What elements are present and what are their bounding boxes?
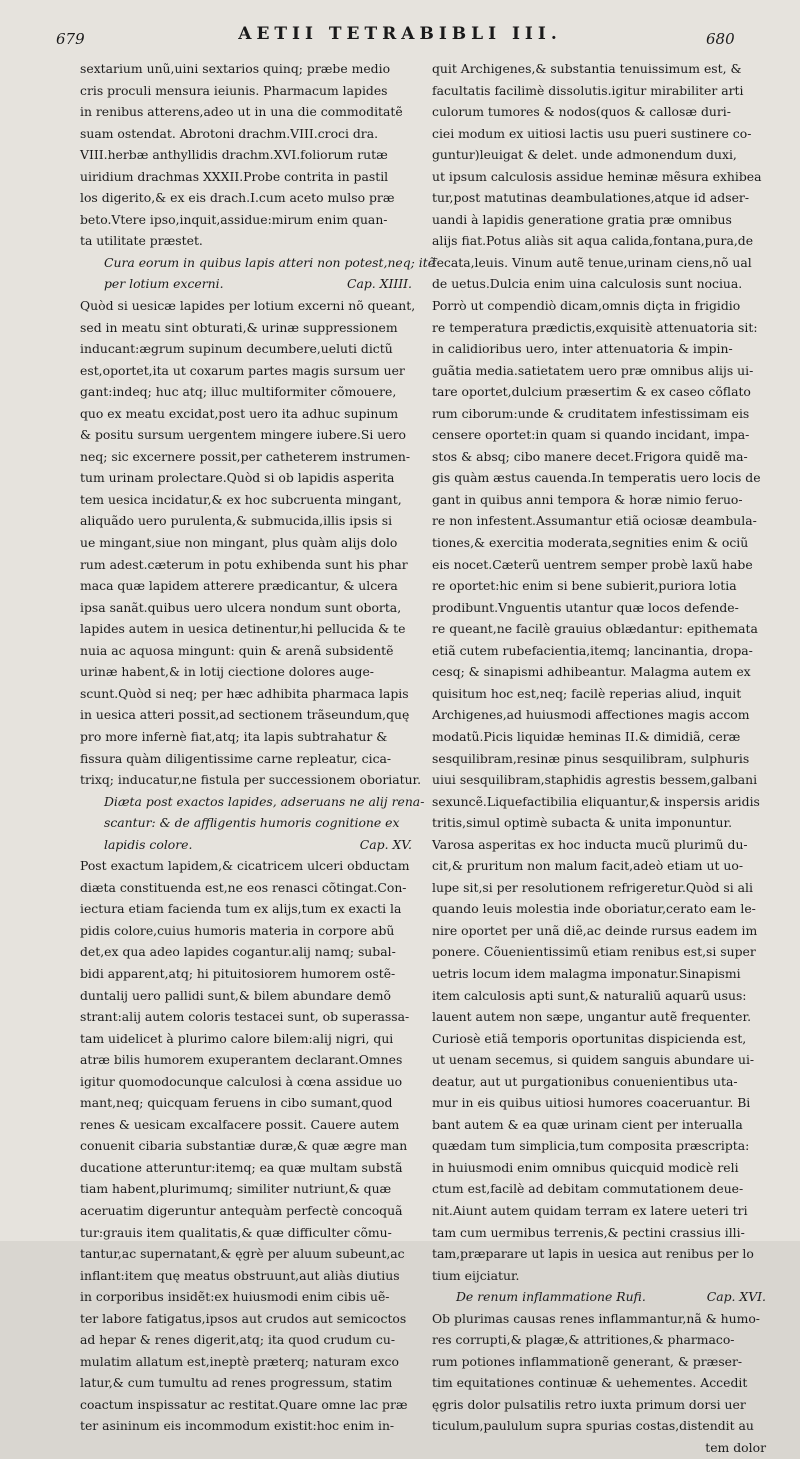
line-text: rum potiones inflammationẽ generant, & præser- [432, 1353, 743, 1369]
line-text: igitur quomodocunque calculosi à cœna assidue uo [80, 1073, 403, 1089]
text-line [80, 1006, 412, 1028]
line-text: & positu sursum uergentem mingere iubere.Si uero [80, 427, 406, 443]
line-text: mant,neq; quicquam feruens in cibo sumant,quod [80, 1095, 393, 1111]
line-text: gis quàm æstus cauenda.In temperatis uero locis de [432, 470, 761, 486]
page-number-right: 680 [706, 30, 735, 48]
text-line [432, 1178, 766, 1200]
line-text: tiones,& exercitia moderata,segnities enim & ociũ [432, 535, 749, 551]
text-line [80, 1286, 412, 1308]
text-line [80, 1372, 412, 1394]
line-text: in corporibus insidẽt:ex huiusmodi enim cibis uẽ- [80, 1289, 390, 1305]
text-line [80, 467, 412, 489]
text-line [80, 80, 412, 102]
line-text: in uesica atteri possit,ad sectionem trãseundum,quę [80, 707, 410, 723]
line-text: culorum tumores & nodos(quos & callosæ duri- [432, 104, 731, 120]
text-line [432, 1372, 766, 1394]
line-text: tam uidelicet à plurimo calore bilem:alij nigri, qui [80, 1030, 394, 1046]
text-line [80, 295, 416, 317]
line-text: censere oportet:in quam si quando incidant, impa- [432, 427, 750, 443]
line-text: nuia ac aquosa mingunt: quin & arenã subsidentẽ [80, 642, 394, 658]
line-text: guntur)leuigat & delet. unde admonendum duxi, [432, 147, 737, 163]
text-line [432, 963, 766, 985]
line-text: lupe sit,si per resolutionem refrigeretur.Quòd si ali [432, 879, 753, 895]
line-text: Cura eorum in quibus lapis atteri non potest,neq; itẽ [104, 254, 436, 270]
line-text: tiam habent,plurimumq; similiter nutriunt,& quæ [80, 1181, 392, 1197]
line-text: quædam tum simplicia,tum composita præscripta: [432, 1138, 750, 1154]
text-line [80, 403, 412, 425]
line-text: aliquãdo uero purulenta,& submucida,illis ipsis si [80, 513, 393, 529]
line-text: item calculosis apti sunt,& naturaliũ aquarũ usus: [432, 987, 747, 1003]
text-line [80, 209, 412, 231]
text-line [80, 424, 412, 446]
text-line [432, 360, 766, 382]
line-text: sexuncẽ.Liquefactibilia eliquantur,& inspersis aridis [432, 793, 760, 809]
line-text: tium eijciatur. [432, 1267, 520, 1283]
text-line [432, 403, 766, 425]
line-text: ut uenam secemus, si quidem sanguis abundare ui- [432, 1052, 755, 1068]
line-text: Curiosè etiã temporis oportunitas dispicienda est, [432, 1030, 747, 1046]
text-line [432, 123, 766, 145]
line-text: sextarium unũ,uini sextarios quinq; præbe medio [80, 61, 391, 76]
chapter-heading-line [80, 273, 412, 295]
line-text: tem dolor [705, 1440, 766, 1455]
text-line [432, 1006, 766, 1028]
line-text: ponere. Cõuenientissimũ etiam renibus est,si super [432, 944, 756, 960]
chapter-heading-line [80, 252, 436, 274]
text-line [432, 1222, 766, 1244]
line-text: tam cum uermibus terrenis,& pectini crassius illi- [432, 1224, 745, 1240]
text-line [80, 317, 412, 339]
text-line [80, 101, 412, 123]
chapter-number: Cap. XVI. [706, 1289, 766, 1305]
line-text: scantur: & de affligentis humoris cognitione ex [104, 815, 400, 831]
line-text: lapidis colore. [104, 836, 193, 852]
chapter-heading-line [80, 791, 425, 813]
text-line [80, 898, 412, 920]
running-header [0, 22, 800, 56]
text-line [432, 1114, 766, 1136]
chapter-number: Cap. XV. [359, 836, 412, 852]
line-text: strant:alij autem coloris testacei sunt, ob superassa- [80, 1009, 410, 1025]
text-line [432, 230, 766, 252]
page-number-left: 679 [56, 30, 85, 48]
line-text: pidis colore,cuius humoris materia in corpore abũ [80, 922, 395, 938]
text-line [432, 58, 766, 80]
text-line [80, 230, 412, 252]
text-line [80, 532, 412, 554]
line-text: quando leuis molestia inde oboriatur,cerato eam le- [432, 901, 756, 917]
text-line [432, 1265, 766, 1287]
line-text: in calidioribus uero, inter attenuatoria & impin- [432, 341, 733, 357]
line-text: rum ciborum:unde & cruditatem infestissimam eis [432, 405, 750, 421]
line-text: eis nocet.Cæterũ uentrem semper probè laxũ habe [432, 556, 753, 572]
line-text: ciei modum ex uitiosi lactis usu pueri sustinere co- [432, 125, 752, 141]
text-line [80, 1135, 412, 1157]
line-text: Varosa asperitas ex hoc inducta mucũ plurimũ du- [432, 836, 748, 852]
line-text: prodibunt.Vnguentis utantur quæ locos defende- [432, 599, 739, 615]
running-title: AETII TETRABIBLI III. [238, 24, 562, 44]
line-text: VIII.herbæ anthyllidis drachm.XVI.foliorum rutæ [80, 147, 388, 163]
line-text: cit,& pruritum non malum facit,adeò etiam ut uo- [432, 858, 744, 874]
text-line [80, 1394, 412, 1416]
text-line [432, 726, 766, 748]
text-line [432, 1028, 766, 1050]
text-line [80, 1308, 412, 1330]
text-line [432, 704, 766, 726]
line-text: tare oportet,dulcium præsertim & ex caseo cõflato [432, 384, 751, 400]
line-text: Quòd si uesicæ lapides per lotium excerni nõ queant, [80, 298, 416, 314]
text-line [80, 446, 412, 468]
line-text: fissura quàm diligentissime carne repleatur, cica- [80, 750, 392, 766]
line-text: quo ex meatu excidat,post uero ita adhuc supinum [80, 405, 399, 421]
text-line [432, 1394, 766, 1416]
chapter-number: Cap. XIIII. [346, 276, 412, 292]
line-text: atræ bilis humorem exuperantem declarant.Omnes [80, 1052, 403, 1068]
line-text: mur in eis quibus uitiosi humores coaceruantur. Bi [432, 1095, 751, 1111]
text-line [432, 187, 766, 209]
text-line [80, 123, 412, 145]
line-text: tam,præparare ut lapis in uesica aut renibus per lo [432, 1246, 754, 1262]
text-line [80, 1114, 412, 1136]
text-line [432, 941, 766, 963]
text-line [432, 424, 766, 446]
line-text: uetris locum idem malagma imponatur.Sinapismi [432, 965, 741, 981]
line-text: tem uesica incidatur,& ex hoc subcruenta mingant, [80, 491, 402, 507]
line-text: facultatis facilimè dissolutis.igitur mirabiliter arti [432, 82, 744, 98]
text-line [432, 575, 766, 597]
text-line [80, 683, 412, 705]
text-line [432, 597, 766, 619]
line-text: lapides autem in uesica detinentur,hi pellucida & te [80, 621, 406, 637]
text-line [80, 554, 412, 576]
text-line [80, 1243, 412, 1265]
text-line [80, 1071, 412, 1093]
text-line [80, 920, 412, 942]
text-line [80, 769, 422, 791]
text-line [80, 963, 412, 985]
line-text: deatur, aut ut purgationibus conuenientibus uta- [432, 1073, 738, 1089]
text-line [432, 769, 766, 791]
line-text: ipsa sanãt.quibus uero ulcera nondum sunt oborta, [80, 599, 402, 615]
text-line [80, 618, 412, 640]
text-line [80, 1200, 412, 1222]
line-text: iectura etiam facienda tum ex alijs,tum ex exacti la [80, 901, 402, 917]
text-line [80, 1178, 412, 1200]
text-line [432, 1243, 766, 1265]
line-text: Porrò ut compendiò dicam,omnis diçta in frigidio [432, 298, 741, 314]
text-line [432, 618, 766, 640]
line-text: inducant:ægrum supinum decumbere,ueluti dictũ [80, 341, 393, 357]
text-line [80, 1222, 412, 1244]
text-line [432, 683, 766, 705]
text-line [432, 446, 766, 468]
line-text: ut ipsum calculosis assidue heminæ mẽsura exhibea [432, 168, 762, 184]
line-text: stos & absq; cibo manere decet.Frigora quidẽ ma- [432, 448, 748, 464]
line-text: quisitum hoc est,neq; facilè reperias aliud, inquit [432, 685, 742, 701]
text-line [80, 640, 412, 662]
text-line [432, 1157, 766, 1179]
line-text: inflant:item quę meatus obstruunt,aut aliàs diutius [80, 1267, 400, 1283]
text-line [80, 187, 412, 209]
line-text: tim equitationes continuæ & uehementes. Accedit [432, 1375, 748, 1391]
text-line [432, 317, 766, 339]
line-text: gant:indeq; huc atq; illuc multiformiter cõmouere, [80, 384, 397, 400]
text-line [432, 640, 766, 662]
text-line [80, 877, 412, 899]
line-text: ad hepar & renes digerit,atq; ita quod crudum cu- [80, 1332, 396, 1348]
text-line [432, 467, 766, 489]
text-line [80, 381, 412, 403]
line-text: uiridium drachmas XXXII.Probe contrita in pastil [80, 168, 389, 184]
text-line [80, 1157, 412, 1179]
line-text: etiã cutem rubefacientia,itemq; lancinantia, dropa- [432, 642, 753, 658]
line-text: ęgris dolor pulsatilis retro iuxta primum dorsi uer [432, 1396, 746, 1412]
text-line [432, 489, 766, 511]
line-text: los digerito,& ex eis drach.I.cum aceto mulso præ [80, 190, 395, 206]
text-line [432, 252, 766, 274]
line-text: tantur,ac supernatant,& ęgrè per aluum subeunt,ac [80, 1246, 405, 1262]
line-text: re queant,ne facilè grauius oblædantur: epithemata [432, 621, 758, 637]
line-text: sed in meatu sint obturati,& urinæ suppressionem [80, 319, 398, 335]
line-text: ta utilitate præstet. [80, 233, 203, 249]
text-line [432, 1135, 766, 1157]
text-line [432, 985, 766, 1007]
line-text: nire oportet per unã diẽ,ac deinde rursus eadem im [432, 922, 758, 938]
line-text: uandi à lapidis generatione gratia præ omnibus [432, 211, 732, 227]
text-line [80, 144, 412, 166]
line-text: De renum inflammatione Rufi. [456, 1289, 646, 1305]
line-text: ue mingant,siue non mingant, plus quàm alijs dolo [80, 535, 398, 551]
text-line [432, 920, 766, 942]
text-line [432, 1071, 766, 1093]
text-line [80, 360, 412, 382]
line-text: fecata,leuis. Vinum autẽ tenue,urinam ciens,nõ ual [432, 254, 752, 270]
line-text: coactum inspissatur ac restitat.Quare omne lac præ [80, 1396, 408, 1412]
line-text: re oportet:hic enim si bene subierit,puriora lotia [432, 578, 737, 594]
right-text-column [432, 58, 766, 1455]
line-text: bant autem & ea quæ urinam cient per interualla [432, 1116, 743, 1132]
line-text: det,ex qua adeo lapides cogantur.alij namq; subal- [80, 944, 396, 960]
text-line [80, 661, 412, 683]
line-text: uiui sesquilibram,staphidis agrestis bessem,galbani [432, 772, 758, 788]
chapter-heading-line [432, 1286, 766, 1308]
line-text: tur:grauis item qualitatis,& quæ difficulter cõmu- [80, 1224, 392, 1240]
line-text: beto.Vtere ipso,inquit,assidue:mirum enim quan- [80, 211, 388, 227]
text-line [432, 144, 766, 166]
text-line [80, 704, 412, 726]
text-line [80, 1049, 412, 1071]
line-text: renes & uesicam excalfacere possit. Cauere autem [80, 1116, 400, 1132]
line-text: maca quæ lapidem atterere prædicantur, & ulcera [80, 578, 398, 594]
text-line [432, 273, 766, 295]
line-text: ctum est,facilè ad debitam commutationem deue- [432, 1181, 744, 1197]
text-line [432, 80, 766, 102]
text-line [80, 58, 412, 80]
line-text: Ob plurimas causas renes inflammantur,nã & humo- [432, 1310, 760, 1326]
text-line [80, 1351, 412, 1373]
text-line [80, 1265, 412, 1287]
line-text: neq; sic excernere possit,per catheterem instrumen- [80, 448, 411, 464]
text-line [432, 209, 766, 231]
line-text: quit Archigenes,& substantia tenuissimum est, & [432, 61, 742, 76]
line-text: lauent autem non sæpe, ungantur autẽ frequenter. [432, 1009, 752, 1025]
text-line [80, 941, 412, 963]
line-text: alijs fiat.Potus aliàs sit aqua calida,fontana,pura,de [432, 233, 754, 249]
text-line [432, 877, 766, 899]
line-text: sesquilibram,resinæ pinus sesquilibram, sulphuris [432, 750, 750, 766]
line-text: cris proculi mensura ieiunis. Pharmacum lapides [80, 82, 388, 98]
chapter-heading-line [80, 834, 412, 856]
line-text: latur,& cum tumultu ad renes progressum, statim [80, 1375, 393, 1391]
line-text: gant in quibus anni tempora & horæ nimio feruo- [432, 491, 743, 507]
line-text: cesq; & sinapismi adhibeantur. Malagma autem ex [432, 664, 751, 680]
line-text: suam ostendat. Abrotoni drachm.VIII.croci dra. [80, 125, 379, 141]
line-text: trixq; inducatur,ne fistula per successionem oboriatur. [80, 772, 422, 788]
text-line [80, 489, 412, 511]
line-text: tritis,simul optimè subacta & unita imponuntur. [432, 815, 733, 831]
text-line [432, 295, 766, 317]
line-text: Diæta post exactos lapides, adseruans ne alij rena- [104, 793, 425, 809]
line-text: modatũ.Picis liquidæ heminas II.& dimidiã, ceræ [432, 728, 741, 744]
line-text: mulatim allatum est,ineptè præterq; naturam exco [80, 1353, 399, 1369]
text-line [432, 1308, 766, 1330]
text-line [80, 748, 412, 770]
text-line [80, 166, 412, 188]
line-text: per lotium excerni. [104, 276, 224, 292]
text-line [80, 1415, 412, 1437]
text-line [80, 855, 412, 877]
line-text: Post exactum lapidem,& cicatricem ulceri obductam [80, 858, 410, 874]
text-line [80, 597, 412, 619]
text-line [432, 1200, 766, 1222]
line-text: in huiusmodi enim omnibus quicquid modicè reli [432, 1159, 739, 1175]
line-text: est,oportet,ita ut coxarum partes magis sursum uer [80, 362, 405, 378]
line-text: bidi apparent,atq; hi pituitosiorem humorem ostẽ- [80, 965, 396, 981]
text-line [432, 101, 766, 123]
text-line [432, 554, 766, 576]
line-text: Archigenes,ad huiusmodi affectiones magis accom [432, 707, 750, 723]
text-line [80, 575, 412, 597]
text-line [432, 898, 766, 920]
line-text: res corrupti,& plagæ,& attritiones,& pharmaco- [432, 1332, 735, 1348]
text-line [432, 1092, 766, 1114]
line-text: ticulum,paululum supra spurias costas,distendit au [432, 1418, 754, 1434]
text-line [80, 338, 412, 360]
line-text: guãtia media.satietatem uero præ omnibus alijs ui- [432, 362, 754, 378]
text-line [432, 834, 766, 856]
text-line [432, 510, 766, 532]
text-line [432, 532, 766, 554]
left-text-column [80, 58, 436, 1434]
line-text: de uetus.Dulcia enim uina calculosis sunt nociua. [432, 276, 743, 292]
text-line [80, 726, 412, 748]
text-line [432, 338, 766, 360]
text-line [432, 166, 766, 188]
text-line [432, 1351, 766, 1373]
text-line [432, 1415, 766, 1437]
line-text: re non infestent.Assumantur etiã ociosæ deambula- [432, 513, 757, 529]
text-line [432, 748, 766, 770]
text-line [432, 812, 766, 834]
text-line [432, 1049, 766, 1071]
line-text: conuenit cibaria substantiæ duræ,& quæ ægre man [80, 1138, 408, 1154]
text-line [80, 1329, 412, 1351]
text-line [80, 985, 412, 1007]
line-text: aceruatim digeruntur antequàm perfectè concoquã [80, 1202, 403, 1218]
text-line [80, 1028, 412, 1050]
text-line [432, 1329, 766, 1351]
text-line [432, 1437, 766, 1459]
line-text: re temperatura prædictis,exquisitè attenuatoria sit: [432, 319, 758, 335]
line-text: ducatione atteruntur:itemq; ea quæ multam substã [80, 1159, 403, 1175]
line-text: ter labore fatigatus,ipsos aut crudos aut semicoctos [80, 1310, 407, 1326]
text-line [432, 855, 766, 877]
text-line [80, 1092, 412, 1114]
line-text: in renibus atterens,adeo ut in una die commoditatẽ [80, 104, 403, 120]
line-text: tum urinam prolectare.Quòd si ob lapidis asperita [80, 470, 395, 486]
line-text: scunt.Quòd si neq; per hæc adhibita pharmaca lapis [80, 685, 409, 701]
line-text: nit.Aiunt autem quidam terram ex latere ueteri tri [432, 1202, 748, 1218]
text-line [432, 661, 766, 683]
line-text: ter asininum eis incommodum existit:hoc enim in- [80, 1418, 395, 1434]
line-text: duntalij uero pallidi sunt,& bilem abundare demõ [80, 987, 391, 1003]
line-text: rum adest.cæterum in potu exhibenda sunt his phar [80, 556, 408, 572]
text-line [432, 381, 766, 403]
line-text: pro more infernè fiat,atq; ita lapis subtrahatur & [80, 728, 388, 744]
chapter-heading-line [80, 812, 412, 834]
line-text: urinæ habent,& in lotij ciectione dolores auge- [80, 664, 374, 680]
text-line [80, 510, 412, 532]
line-text: diæta constituenda est,ne eos renasci cõtingat.Con- [80, 879, 407, 895]
text-line [432, 791, 766, 813]
line-text: tur,post matutinas deambulationes,atque id adser- [432, 190, 750, 206]
